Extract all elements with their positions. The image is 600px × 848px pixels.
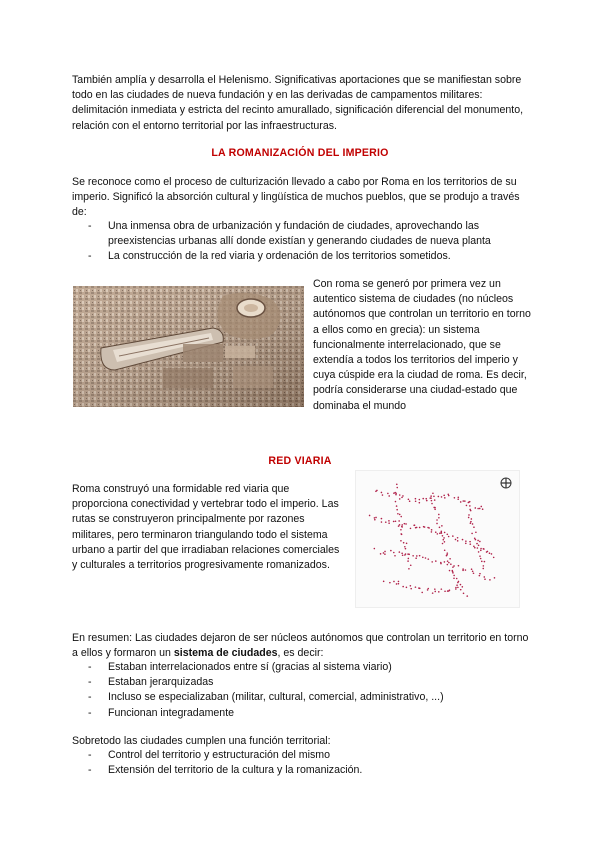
section-heading-red-viaria: RED VIARIA — [268, 455, 332, 467]
road-dot — [435, 531, 437, 533]
red-viaria-paragraph: Roma construyó una formidable red viaria que proporciona conectividad y vertebrar todo el imperio. Las rutas se construyeron principalmente por razones militares, pero terminaron triangulando todo el sistema urbano a partir del que irradiaban relaciones comerciales y culturales a territorios progresivamente romanizados. — [72, 483, 340, 572]
road-dot — [419, 555, 421, 557]
road-dot — [457, 537, 459, 539]
road-dot — [449, 558, 451, 560]
road-dot — [384, 551, 386, 553]
road-dot — [406, 543, 408, 545]
road-dot — [448, 495, 450, 497]
road-dot — [439, 533, 441, 535]
list-item: - Estaban jerarquizadas — [88, 675, 528, 690]
road-dot — [489, 579, 491, 581]
road-dot — [466, 505, 468, 507]
road-dot — [401, 524, 403, 526]
road-dot — [465, 540, 467, 542]
road-dot — [432, 492, 434, 494]
road-dot — [440, 563, 442, 565]
road-dot — [457, 587, 459, 589]
road-dot — [394, 555, 396, 557]
list-item: - La construcción de la red viaria y ordenación de los territorios sometidos. — [88, 249, 528, 264]
road-dot — [393, 581, 395, 583]
road-dot — [410, 564, 412, 566]
road-dot — [410, 528, 412, 530]
road-dot — [400, 529, 402, 531]
road-dot — [448, 590, 450, 592]
road-dot — [462, 570, 464, 572]
road-dot — [477, 508, 479, 510]
road-dot — [480, 550, 482, 552]
road-dot — [398, 520, 400, 522]
road-dot — [419, 588, 421, 590]
road-dot — [415, 500, 417, 502]
road-dot — [483, 565, 485, 567]
road-dot — [479, 541, 481, 543]
road-dot — [401, 552, 403, 554]
road-dot — [401, 526, 403, 528]
road-dot — [470, 522, 472, 524]
list-item: - Extensión del territorio de la cultura y la romanización. — [88, 763, 528, 778]
road-dot — [399, 494, 401, 496]
road-dot — [491, 553, 493, 555]
road-dot — [431, 529, 433, 531]
road-dot — [431, 500, 433, 502]
road-dot — [427, 588, 429, 590]
summary-bold: sistema de ciudades — [173, 647, 278, 660]
road-dot — [382, 494, 384, 496]
romanizacion-list — [88, 219, 528, 265]
road-dot — [450, 563, 452, 565]
road-dot — [395, 501, 397, 503]
road-dot — [474, 507, 476, 509]
ciudades-side-text: Con roma se generó por primera vez un autentico sistema de ciudades (no núcleos autónomos que controlan un territorio en torno a ellos como en grecia): un sistema funcionalmente interrelacionado, que se extendía a todos los territorios del imperio y cuya cúspide era la ciudad de roma. Es decir, podría considerarse una ciudad-estado que dominaba el mundo — [313, 278, 531, 412]
road-dot — [458, 565, 460, 567]
road-dot — [422, 556, 424, 558]
road-dot — [441, 525, 443, 527]
road-dot — [460, 589, 462, 591]
road-dot — [412, 555, 414, 557]
road-dot — [427, 589, 429, 591]
road-dot — [426, 500, 428, 502]
road-dot — [443, 495, 445, 497]
road-dot — [402, 554, 404, 556]
road-dot — [399, 498, 401, 500]
road-dot — [466, 595, 468, 597]
road-dot — [480, 558, 482, 560]
road-dot — [419, 527, 421, 529]
road-dot — [396, 487, 398, 489]
road-dot — [471, 518, 473, 520]
road-dot — [395, 494, 397, 496]
road-dot — [396, 505, 398, 507]
road-dot — [374, 519, 376, 521]
road-dot — [472, 523, 474, 525]
road-dot — [475, 531, 477, 533]
road-dot — [454, 497, 456, 499]
road-dot — [484, 561, 486, 563]
list-item: - Estaban interrelacionados entre sí (gracias al sistema viario) — [88, 660, 528, 675]
road-dot — [438, 591, 440, 593]
summary-lead: En resumen: Las ciudades dejaron de ser núcleos autónomos que controlan un territorio en torno a ellos y formaron un — [72, 632, 529, 660]
road-dot — [453, 575, 455, 577]
road-dot — [410, 588, 412, 590]
road-dot — [415, 557, 417, 559]
road-dot — [400, 516, 402, 518]
road-dot — [479, 555, 481, 557]
romanizacion-paragraph: Se reconoce como el proceso de culturización llevado a cabo por Roma en los territorios de su imperio. Significó la absorción cultural y lingüística de muchos pueblos, que se produjo a través de: — [72, 176, 520, 219]
road-dot — [395, 520, 397, 522]
road-dot — [452, 535, 454, 537]
road-dot — [465, 569, 467, 571]
road-dot — [409, 500, 411, 502]
road-dot — [494, 577, 496, 579]
road-dot — [430, 495, 432, 497]
road-dot — [447, 560, 449, 562]
road-dot — [388, 522, 390, 524]
road-dot — [383, 552, 385, 554]
road-dot — [405, 548, 407, 550]
road-dot — [462, 500, 464, 502]
road-dot — [414, 524, 416, 526]
road-dot — [464, 500, 466, 502]
road-dot — [457, 540, 459, 542]
road-dot — [432, 592, 434, 594]
road-dot — [444, 541, 446, 543]
road-dot — [416, 555, 418, 557]
road-dot — [469, 543, 471, 545]
road-dot — [470, 521, 472, 523]
summary-paragraph — [72, 631, 530, 661]
road-dot — [441, 496, 443, 498]
road-dot — [415, 586, 417, 588]
road-dot — [430, 497, 432, 499]
road-dot — [446, 552, 448, 554]
road-dot — [468, 501, 470, 503]
road-dot — [415, 498, 417, 500]
road-dot — [376, 490, 378, 492]
road-dot — [400, 540, 402, 542]
road-dot — [374, 517, 376, 519]
road-dot — [474, 547, 476, 549]
road-dot — [446, 534, 448, 536]
road-dot — [477, 547, 479, 549]
road-dot — [476, 543, 478, 545]
road-dot — [396, 509, 398, 511]
road-dot — [433, 507, 435, 509]
road-dot — [388, 495, 390, 497]
road-dot — [410, 585, 412, 587]
road-dot — [423, 526, 425, 528]
road-dot — [473, 572, 475, 574]
road-dot — [493, 557, 495, 559]
road-dot — [419, 502, 421, 504]
road-dot — [401, 534, 403, 536]
road-dot — [480, 506, 482, 508]
road-dot — [455, 539, 457, 541]
road-dot — [452, 572, 454, 574]
road-dot — [436, 519, 438, 521]
road-dot — [471, 533, 473, 535]
road-dot — [462, 539, 464, 541]
road-dot — [462, 586, 464, 588]
road-dot — [431, 561, 433, 563]
road-dot — [387, 493, 389, 495]
road-dot — [422, 498, 424, 500]
road-dot — [434, 508, 436, 510]
roman-roads-map — [355, 470, 520, 608]
road-dot — [443, 537, 445, 539]
road-dot — [438, 496, 440, 498]
road-dot — [482, 508, 484, 510]
road-dot — [393, 552, 395, 554]
road-dot — [447, 564, 449, 566]
road-dot — [448, 562, 450, 564]
road-dot — [456, 584, 458, 586]
road-dot — [433, 495, 435, 497]
road-dot — [475, 539, 477, 541]
road-dot — [471, 568, 473, 570]
list-item: - Funcionan integradamente — [88, 706, 528, 721]
road-dot — [458, 581, 460, 583]
road-dot — [405, 553, 407, 555]
road-dot — [405, 523, 407, 525]
road-dot — [483, 576, 485, 578]
road-dot — [428, 527, 430, 529]
road-dot — [402, 586, 404, 588]
road-dot — [431, 531, 433, 533]
road-dot — [438, 514, 440, 516]
road-dot — [399, 514, 401, 516]
road-dot — [448, 536, 450, 538]
road-dot — [463, 592, 465, 594]
road-dot — [408, 498, 410, 500]
road-dot — [484, 578, 486, 580]
road-dot — [442, 535, 444, 537]
road-dot — [395, 492, 397, 494]
road-dot — [388, 520, 390, 522]
list-item: - Incluso se especializaban (militar, cultural, comercial, administrativo, ...) — [88, 690, 528, 705]
road-dot — [374, 548, 376, 550]
road-dot — [404, 523, 406, 525]
road-dot — [468, 514, 470, 516]
road-dot — [380, 553, 382, 555]
road-dot — [483, 548, 485, 550]
road-dot — [453, 565, 455, 567]
road-dot — [479, 575, 481, 577]
road-dot — [381, 492, 383, 494]
road-dot — [482, 568, 484, 570]
road-dot — [369, 515, 371, 517]
road-dot — [473, 526, 475, 528]
road-dot — [442, 543, 444, 545]
road-dot — [437, 533, 439, 535]
road-dot — [421, 592, 423, 594]
road-dot — [419, 499, 421, 501]
road-dot — [460, 501, 462, 503]
rome-model-image — [73, 286, 304, 407]
road-dot — [434, 499, 436, 501]
road-dot — [398, 583, 400, 585]
road-dot — [446, 554, 448, 556]
road-dot — [427, 558, 429, 560]
list-item: - Control del territorio y estructuración del mismo — [88, 748, 528, 763]
road-dot — [403, 542, 405, 544]
road-dot — [440, 531, 442, 533]
road-dot — [489, 552, 491, 554]
road-dot — [455, 588, 457, 590]
road-dot — [408, 558, 410, 560]
road-dot — [398, 525, 400, 527]
road-dot — [381, 518, 383, 520]
road-dot — [396, 483, 398, 485]
road-dot — [449, 570, 451, 572]
intro-paragraph: También amplía y desarrolla el Helenismo. Significativas aportaciones que se manifiestan sobre todo en las ciudades de nueva fundación y en las derivadas de campamentos militares: delimitación inmediata y estricta del recinto amurallado, significación diferencial del monumento, relación con el entorno territorial por las infraestructuras. — [72, 74, 524, 132]
road-dot — [416, 527, 418, 529]
road-dot — [425, 498, 427, 500]
summary-list — [88, 660, 528, 721]
road-dot — [385, 521, 387, 523]
functions-paragraph: Sobretodo las ciudades cumplen una función territorial: — [72, 735, 331, 747]
road-dot — [473, 545, 475, 547]
road-dot — [396, 583, 398, 585]
road-dot — [444, 549, 446, 551]
road-dot — [460, 584, 462, 586]
road-dot — [444, 561, 446, 563]
road-dot — [425, 557, 427, 559]
list-item: - Una inmensa obra de urbanización y fundación de ciudades, aprovechando las preexistencias urbanas allí donde existían y generando ciudades de nueva planta — [88, 219, 528, 249]
road-dot — [451, 570, 453, 572]
road-dot — [404, 546, 406, 548]
road-dot — [408, 568, 410, 570]
road-dot — [479, 573, 481, 575]
road-dot — [434, 591, 436, 593]
road-dot — [398, 581, 400, 583]
road-dot — [469, 505, 471, 507]
road-dot — [438, 517, 440, 519]
road-dot — [456, 578, 458, 580]
road-dot — [375, 517, 377, 519]
functions-list — [88, 748, 528, 778]
road-dot — [399, 524, 401, 526]
road-dot — [480, 548, 482, 550]
road-dot — [468, 517, 470, 519]
summary-tail: , es decir: — [277, 647, 324, 660]
road-dot — [453, 577, 455, 579]
road-dot — [384, 553, 386, 555]
road-dot — [487, 551, 489, 553]
road-dot — [465, 543, 467, 545]
compass-rose-icon — [501, 478, 511, 488]
road-dot — [399, 551, 401, 553]
road-dot — [431, 503, 433, 505]
road-dot — [478, 551, 480, 553]
road-dot — [444, 590, 446, 592]
road-dot — [469, 541, 471, 543]
road-dot — [436, 523, 438, 525]
road-dot — [407, 560, 409, 562]
road-dot — [470, 510, 472, 512]
road-dot — [444, 532, 446, 534]
road-dot — [478, 545, 480, 547]
road-dot — [434, 588, 436, 590]
road-dot — [444, 497, 446, 499]
road-dot — [383, 581, 385, 583]
road-dot — [457, 496, 459, 498]
road-dot — [474, 537, 476, 539]
road-dot — [477, 540, 479, 542]
road-dot — [481, 561, 483, 563]
road-dot — [393, 521, 395, 523]
road-dot — [407, 553, 409, 555]
road-dot — [441, 588, 443, 590]
road-dot — [390, 550, 392, 552]
road-dot — [406, 587, 408, 589]
section-heading-romanizacion: LA ROMANIZACIÓN DEL IMPERIO — [211, 147, 389, 159]
road-dot — [472, 571, 474, 573]
road-dot — [442, 539, 444, 541]
road-dot — [397, 513, 399, 515]
road-dot — [455, 587, 457, 589]
road-dot — [389, 582, 391, 584]
road-dot — [479, 508, 481, 510]
road-dot — [402, 495, 404, 497]
road-dot — [401, 497, 403, 499]
road-dot — [439, 527, 441, 529]
road-dot — [457, 498, 459, 500]
road-dot — [435, 560, 437, 562]
road-dot — [381, 521, 383, 523]
